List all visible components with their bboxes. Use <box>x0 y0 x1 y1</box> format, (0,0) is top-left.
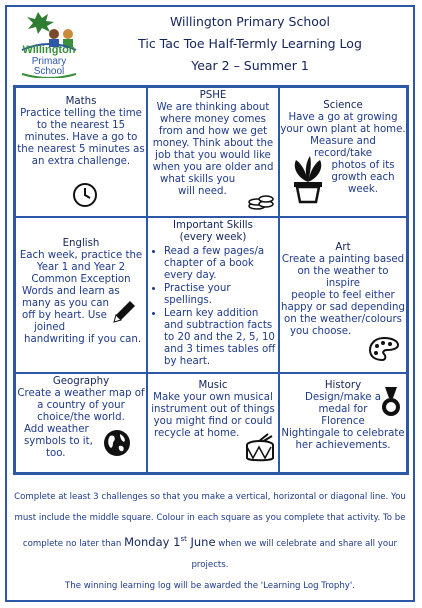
medal-icon <box>380 386 402 418</box>
cell-history[interactable] <box>279 373 407 473</box>
svg-text:Primary: Primary <box>31 56 67 67</box>
cell-geography[interactable] <box>15 373 147 473</box>
instructions-line: The winning learning log will be awarded the 'Learning Log Trophy'. <box>65 580 355 591</box>
school-logo <box>14 8 84 78</box>
cell-title: PSHE <box>199 90 227 101</box>
cell-art[interactable] <box>279 217 407 373</box>
cell-subtitle: (every week) <box>179 232 247 243</box>
instructions-line: complete no later than Monday 1st June when we will celebrate and share all your <box>22 534 398 549</box>
list-item: • Read a few pages/a chapter of a book every day. <box>164 246 278 282</box>
cell-science[interactable] <box>279 87 407 217</box>
cell-text: Practice telling the time to the nearest 15 minutes. Have a go to the nearest 5 minutes as an extra challenge. <box>17 108 145 167</box>
cell-title: Maths <box>65 96 97 107</box>
page-title: Tic Tac Toe Half-Termly Learning Log <box>138 36 362 51</box>
cell-title: Art <box>335 242 351 253</box>
cell-pshe[interactable] <box>147 87 279 217</box>
term-label: Year 2 – Summer 1 <box>191 58 309 73</box>
cell-title: Science <box>323 100 363 111</box>
cell-maths[interactable] <box>15 87 147 217</box>
instructions <box>14 487 406 597</box>
paint-palette-icon <box>368 336 400 362</box>
cell-title: Music <box>198 380 228 391</box>
globe-icon <box>102 428 132 458</box>
learning-grid <box>13 85 409 475</box>
instructions-line: Complete at least 3 challenges so that you make a vertical, horizontal or diagonal line. You <box>14 492 406 502</box>
plant-pot-icon <box>288 154 328 204</box>
cell-text: Design/make a medal for Florence Nightingale to celebrate her achievements. <box>281 392 405 451</box>
clock-icon <box>72 182 98 208</box>
cell-title: History <box>324 380 362 391</box>
cell-text: We are thinking about where money comes from and how we get money. Think about the job that you would like when you are older and what skills you will need. <box>152 102 274 197</box>
cell-title: Important Skills <box>173 220 253 231</box>
logo-leaf-icon <box>14 8 84 78</box>
cell-text: Create a weather map of a country of your choice/the world. Add weather symbols to it, too. <box>17 388 145 459</box>
coins-icon <box>248 192 274 212</box>
cell-text: Each week, practice the Year 1 and Year 2 Common Exception Words and learn as many as you can off by heart. Use joined handwriting if you can. <box>19 250 143 345</box>
cell-english[interactable] <box>15 217 147 373</box>
instructions-line: projects. <box>191 559 229 570</box>
cell-title: Geography <box>52 376 110 387</box>
cell-text: Have a go at growing your own plant at home. Measure and record/take photos of its growth each week. <box>280 112 406 195</box>
cell-text: Make your own musical instrument out of things you might find or could recycle at home. <box>151 392 275 439</box>
instructions-line: must include the middle square. Colour in each square as you complete that activity. To be <box>14 513 406 523</box>
cell-music[interactable] <box>147 373 279 473</box>
pencil-icon <box>110 298 138 326</box>
cell-title: English <box>62 238 100 249</box>
list-item: • Learn key addition and subtraction facts to 20 and the 2, 5, 10 and 3 times tables off by heart. <box>164 308 278 368</box>
drum-icon <box>244 432 276 464</box>
school-name: Willington Primary School <box>169 14 331 29</box>
deadline-date: Monday 1st June <box>124 534 216 549</box>
skills-list <box>148 246 278 368</box>
svg-text:Willington: Willington <box>22 44 76 56</box>
cell-important-skills[interactable] <box>147 217 279 373</box>
list-item: • Practise your spellings. <box>164 283 278 307</box>
cell-text: Create a painting based on the weather to inspire people to feel either happy or sad depending on the weather/colours you choose. <box>281 254 405 337</box>
svg-text:School: School <box>33 66 65 77</box>
